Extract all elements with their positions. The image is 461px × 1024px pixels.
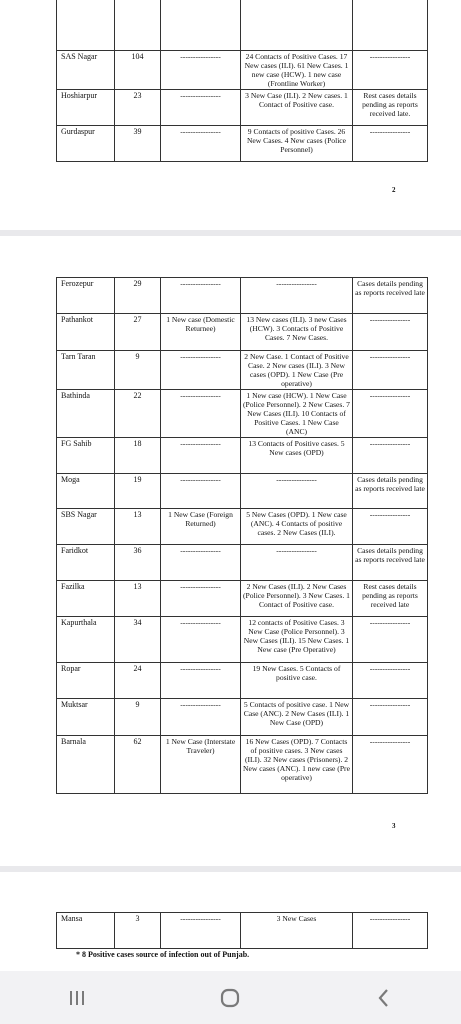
table-row-partial xyxy=(57,0,428,51)
district-cell: Faridkot xyxy=(57,545,115,581)
source-cell: ---------------- xyxy=(161,699,241,736)
recents-icon xyxy=(66,987,88,1009)
count-cell: 9 xyxy=(115,699,161,736)
remarks-cell: Cases details pending as reports received late xyxy=(353,545,428,581)
remarks-cell: ---------------- xyxy=(353,51,428,90)
table-row xyxy=(57,581,428,617)
source-cell: 1 New Case (Foreign Returned) xyxy=(161,509,241,545)
details-cell: 24 Contacts of Positive Cases. 17 New cases (ILI). 61 New Cases. 1 new case (HCW). 1 new case (Frontline Worker) xyxy=(241,51,353,90)
details-cell: 2 New Case. 1 Contact of Positive Case. 2 New cases (ILI). 3 New cases (OPD). 1 New Case (Pre operative) xyxy=(241,351,353,390)
remarks-cell: Rest cases details pending as reports received late xyxy=(353,581,428,617)
count-cell: 13 xyxy=(115,581,161,617)
source-cell: ---------------- xyxy=(161,581,241,617)
cases-table-page-2 xyxy=(56,0,428,162)
district-cell: SAS Nagar xyxy=(57,51,115,90)
details-cell: 12 contacts of Positive Cases. 3 New Case (Police Personnel). 3 New Cases (ILI). 15 New Cases. 1 New case (Pre Operative) xyxy=(241,617,353,663)
source-cell: ---------------- xyxy=(161,90,241,126)
count-cell: 34 xyxy=(115,617,161,663)
source-cell: ---------------- xyxy=(161,913,241,949)
source-cell: ---------------- xyxy=(161,51,241,90)
district-cell: Moga xyxy=(57,474,115,509)
remarks-cell: ---------------- xyxy=(353,126,428,162)
district-cell: Gurdaspur xyxy=(57,126,115,162)
count-cell: 24 xyxy=(115,663,161,699)
source-cell: ---------------- xyxy=(161,545,241,581)
district-cell: Mansa xyxy=(57,913,115,949)
remarks-cell: ---------------- xyxy=(353,699,428,736)
source-cell: ---------------- xyxy=(161,351,241,390)
recents-button[interactable] xyxy=(47,978,107,1018)
details-cell: ---------------- xyxy=(241,278,353,314)
table-row xyxy=(57,126,428,162)
table-row xyxy=(57,351,428,390)
district-cell: Kapurthala xyxy=(57,617,115,663)
details-cell: 13 Contacts of Positive cases. 5 New cases (OPD) xyxy=(241,438,353,474)
details-cell: 16 New Cases (OPD). 7 Contacts of positive cases. 3 New cases (ILI). 32 New cases (Prisoners). 2 New cases (ANC). 1 new case (Pre operative) xyxy=(241,736,353,794)
table-row xyxy=(57,438,428,474)
count-cell: 36 xyxy=(115,545,161,581)
table-row xyxy=(57,545,428,581)
table-row xyxy=(57,699,428,736)
district-cell: Muktsar xyxy=(57,699,115,736)
count-cell: 39 xyxy=(115,126,161,162)
count-cell: 9 xyxy=(115,351,161,390)
district-cell: Pathankot xyxy=(57,314,115,351)
table-row xyxy=(57,278,428,314)
table-row xyxy=(57,314,428,351)
details-cell: 5 New Cases (OPD). 1 New case (ANC). 4 Contacts of positive cases. 2 New Cases (ILI). xyxy=(241,509,353,545)
district-cell: FG Sahib xyxy=(57,438,115,474)
district-cell: Hoshiarpur xyxy=(57,90,115,126)
district-cell: Bathinda xyxy=(57,390,115,438)
count-cell: 22 xyxy=(115,390,161,438)
navigation-bar xyxy=(0,971,461,1024)
district-cell: Barnala xyxy=(57,736,115,794)
document-page-3 xyxy=(0,236,461,866)
details-cell: 3 New Cases xyxy=(241,913,353,949)
table-row xyxy=(57,913,428,949)
source-cell: 1 New case (Domestic Returnee) xyxy=(161,314,241,351)
details-cell: 2 New Cases (ILI). 2 New Cases (Police Personnel). 3 New Cases. 1 Contact of Positive case. xyxy=(241,581,353,617)
count-cell: 18 xyxy=(115,438,161,474)
source-cell: ---------------- xyxy=(161,474,241,509)
count-cell: 23 xyxy=(115,90,161,126)
page-number: 2 xyxy=(392,186,396,194)
details-cell: 1 New case (HCW). 1 New Case (Police Personnel). 2 New Cases. 7 New Cases (ILI). 10 Contacts of Positive Cases. 1 New Case (ANC) xyxy=(241,390,353,438)
source-cell: 1 New Case (Interstate Traveler) xyxy=(161,736,241,794)
source-cell: ---------------- xyxy=(161,438,241,474)
remarks-cell: ---------------- xyxy=(353,390,428,438)
home-button[interactable] xyxy=(200,978,260,1018)
count-cell: 104 xyxy=(115,51,161,90)
remarks-cell: ---------------- xyxy=(353,438,428,474)
footnote: * 8 Positive cases source of infection out of Punjab. xyxy=(76,950,250,959)
count-cell: 27 xyxy=(115,314,161,351)
count-cell: 3 xyxy=(115,913,161,949)
count-cell: 29 xyxy=(115,278,161,314)
remarks-cell: Cases details pending as reports received late xyxy=(353,278,428,314)
page-number: 3 xyxy=(392,822,396,830)
source-cell: ---------------- xyxy=(161,390,241,438)
back-icon xyxy=(373,987,395,1009)
count-cell: 62 xyxy=(115,736,161,794)
details-cell: 5 Contacts of positive case. 1 New Case (ANC). 2 New Cases (ILI). 1 New Case (OPD) xyxy=(241,699,353,736)
details-cell: 9 Contacts of positive Cases. 26 New Cases. 4 New cases (Police Personnel) xyxy=(241,126,353,162)
remarks-cell: ---------------- xyxy=(353,617,428,663)
cases-table-page-4 xyxy=(56,912,428,949)
source-cell: ---------------- xyxy=(161,617,241,663)
cases-table-page-3 xyxy=(56,277,428,794)
source-cell: ---------------- xyxy=(161,663,241,699)
details-cell: ---------------- xyxy=(241,474,353,509)
table-row xyxy=(57,617,428,663)
details-cell: 13 New cases (ILI). 3 new Cases (HCW). 3 Contacts of Positive Cases. 7 New Cases. xyxy=(241,314,353,351)
district-cell: Ferozepur xyxy=(57,278,115,314)
count-cell: 13 xyxy=(115,509,161,545)
remarks-cell: Rest cases details pending as reports received late. xyxy=(353,90,428,126)
document-page-2 xyxy=(0,0,461,230)
district-cell: Ropar xyxy=(57,663,115,699)
remarks-cell: ---------------- xyxy=(353,314,428,351)
table-row xyxy=(57,390,428,438)
source-cell: ---------------- xyxy=(161,278,241,314)
remarks-cell: ---------------- xyxy=(353,663,428,699)
remarks-cell: ---------------- xyxy=(353,736,428,794)
table-row xyxy=(57,474,428,509)
source-cell: ---------------- xyxy=(161,126,241,162)
district-cell: Tarn Taran xyxy=(57,351,115,390)
details-cell: 19 New Cases. 5 Contacts of positive case. xyxy=(241,663,353,699)
table-row xyxy=(57,51,428,90)
count-cell: 19 xyxy=(115,474,161,509)
table-row xyxy=(57,90,428,126)
home-icon xyxy=(218,986,242,1010)
remarks-cell: ---------------- xyxy=(353,913,428,949)
back-button[interactable] xyxy=(354,978,414,1018)
details-cell: 3 New Case (ILI). 2 New cases. 1 Contact of Positive case. xyxy=(241,90,353,126)
table-row xyxy=(57,736,428,794)
district-cell: SBS Nagar xyxy=(57,509,115,545)
remarks-cell: Cases details pending as reports received late xyxy=(353,474,428,509)
table-row xyxy=(57,663,428,699)
remarks-cell: ---------------- xyxy=(353,509,428,545)
district-cell: Fazilka xyxy=(57,581,115,617)
table-row xyxy=(57,509,428,545)
details-cell: ---------------- xyxy=(241,545,353,581)
remarks-cell: ---------------- xyxy=(353,351,428,390)
